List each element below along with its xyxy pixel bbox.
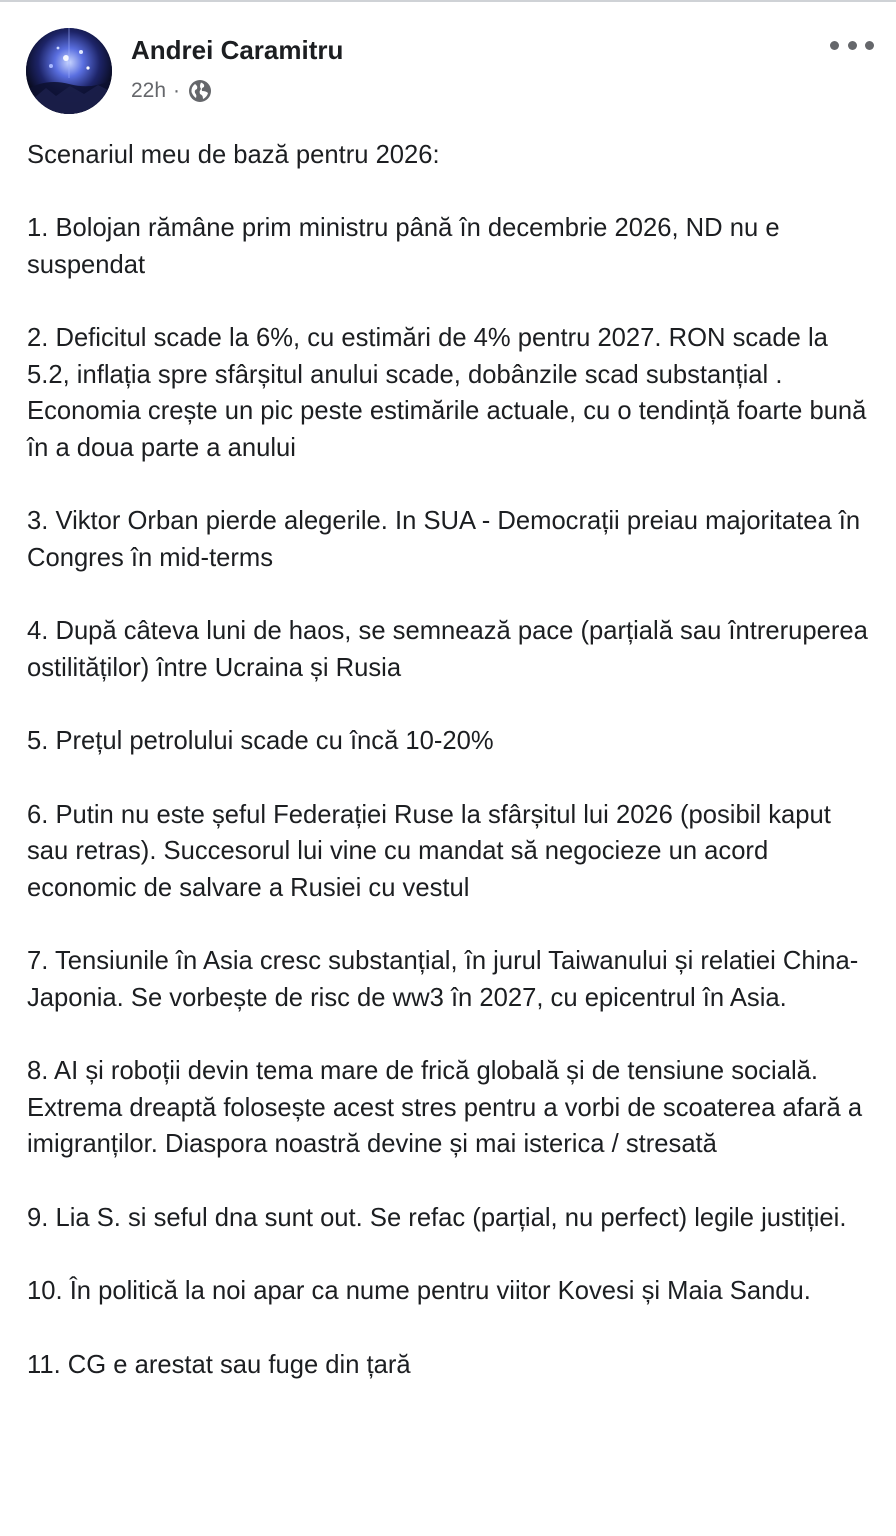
list-item: 7. Tensiunile în Asia cresc substanțial, în jurul Taiwanului și relatiei China-Japonia. Se vorbește de risc de ww3 în 2027, cu epicentrul în Asia. bbox=[27, 947, 859, 1012]
post-header bbox=[0, 0, 896, 130]
list-item: 3. Viktor Orban pierde alegerile. In SUA - Democrații preiau majoritatea în Congres în mid-terms bbox=[27, 507, 861, 572]
meta-separator: · bbox=[173, 79, 181, 102]
post-timestamp[interactable]: 22h bbox=[131, 79, 167, 102]
list-item: 1. Bolojan rămâne prim ministru până în decembrie 2026, ND nu e suspendat bbox=[27, 214, 780, 279]
list-item: 8. AI și roboții devin tema mare de frică globală și de tensiune socială. Extrema dreaptă folosește acest stres pentru a vorbi de scoaterea afară a imigranților. Diaspora noastră devine și mai isterica / stresată bbox=[27, 1057, 863, 1158]
list-item: 6. Putin nu este șeful Federației Ruse la sfârșitul lui 2026 (posibil kaput sau retras). Succesorul lui vine cu mandat să negocieze un acord economic de salvare a Rusiei cu vestul bbox=[27, 800, 831, 902]
more-options-button[interactable] bbox=[830, 30, 874, 60]
list-item: 10. În politică la noi apar ca nume pentru viitor Kovesi și Maia Sandu. bbox=[27, 1277, 811, 1305]
post-text bbox=[27, 137, 872, 1420]
avatar[interactable] bbox=[26, 28, 112, 114]
list-item: 4. După câteva luni de haos, se semnează pace (parțială sau întreruperea ostilităților) între Ucraina și Rusia bbox=[27, 617, 868, 682]
post-meta bbox=[131, 76, 212, 106]
list-item: 9. Lia S. si seful dna sunt out. Se refac (parțial, nu perfect) legile justiției. bbox=[27, 1203, 847, 1232]
more-dot bbox=[865, 41, 874, 50]
list-item: 2. Deficitul scade la 6%, cu estimări de 4% pentru 2027. RON scade la 5.2, inflația spre sfârșitul anului scade, dobânzile scad substanțial . Economia crește un pic peste estimările actuale, cu o tendință foarte bună în a doua parte a anului bbox=[27, 324, 867, 462]
avatar-image bbox=[26, 28, 112, 114]
author-name[interactable]: Andrei Caramitru bbox=[131, 35, 344, 65]
list-item: 11. CG e arestat sau fuge din țară bbox=[27, 1350, 411, 1379]
more-dot bbox=[830, 41, 839, 50]
globe-icon[interactable] bbox=[188, 79, 212, 103]
more-dot bbox=[848, 41, 857, 50]
list-item: 5. Prețul petrolului scade cu încă 10-20% bbox=[27, 727, 494, 755]
post-intro: Scenariul meu de bază pentru 2026: bbox=[27, 141, 440, 169]
